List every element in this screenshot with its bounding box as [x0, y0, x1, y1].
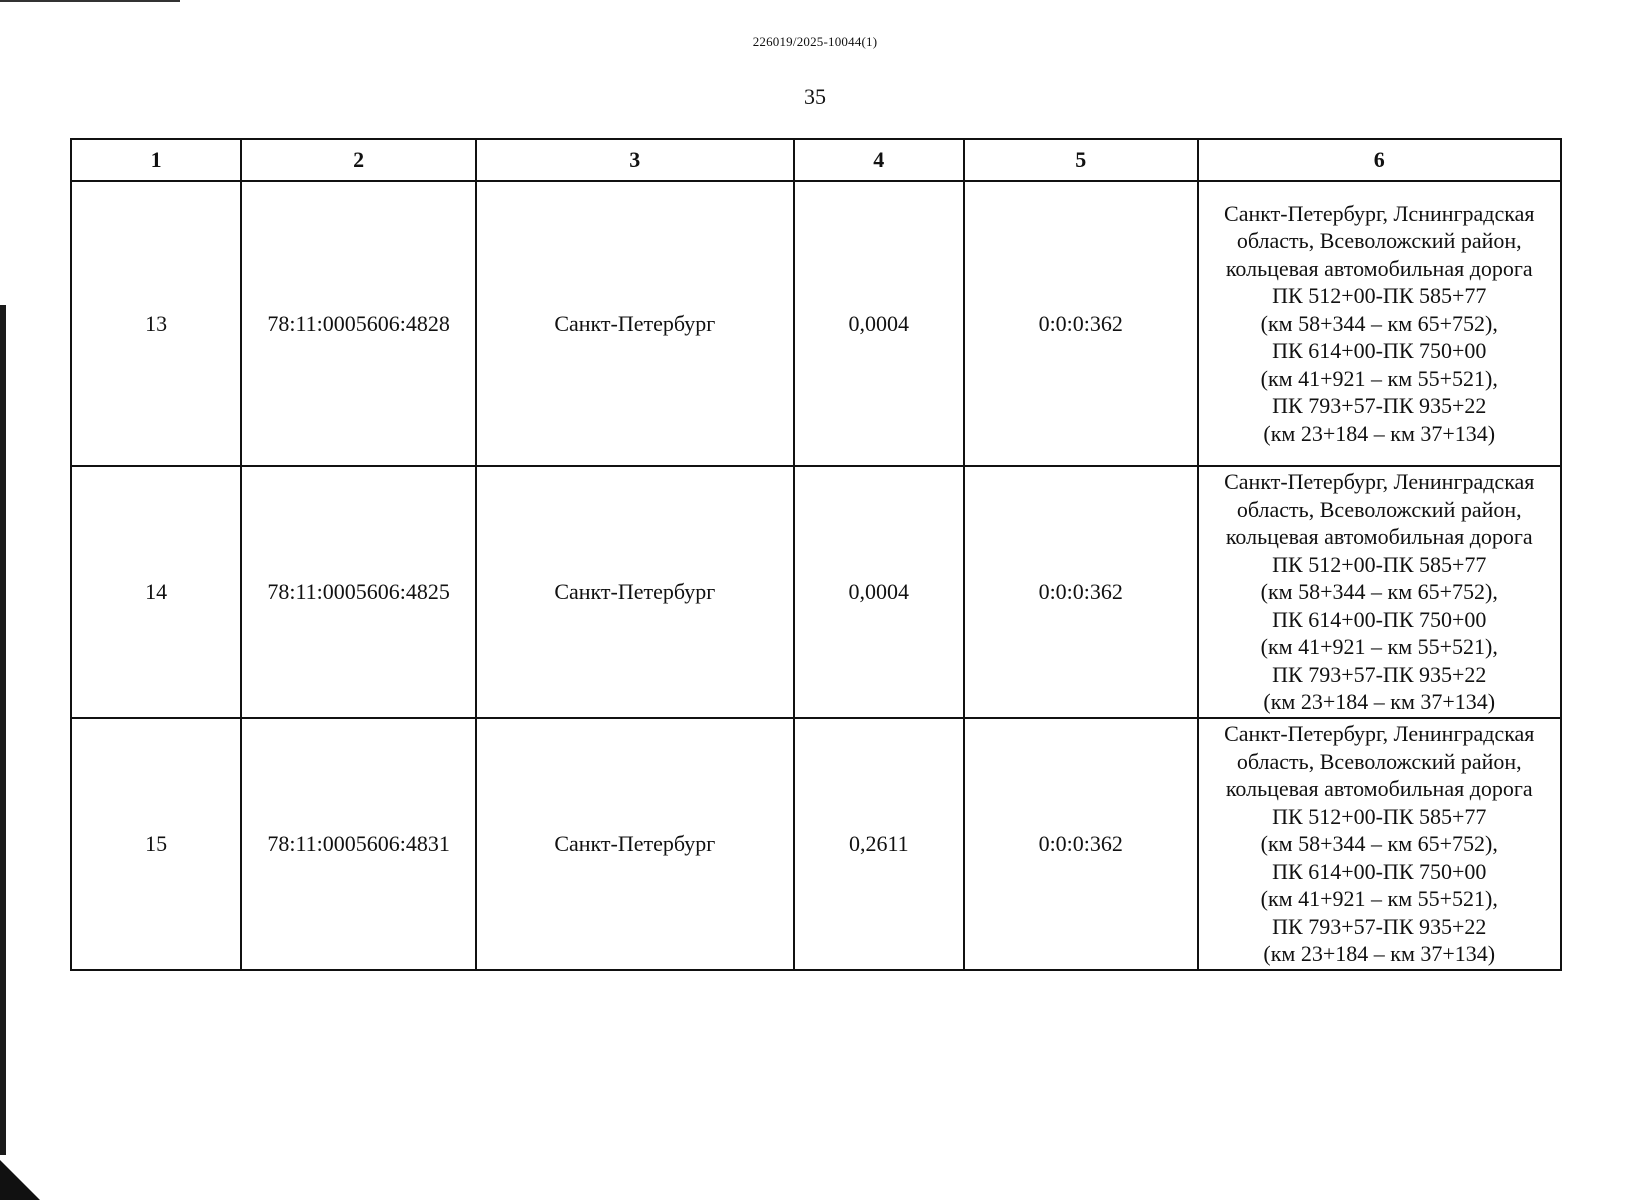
address-line: кольцевая автомобильная дорога [1225, 255, 1533, 281]
address-line: ПК 512+00-ПК 585+77 [1272, 283, 1487, 309]
address-line: (км 58+344 – км 65+752), [1260, 310, 1498, 336]
address-line: ПК 793+57-ПК 935+22 [1272, 661, 1487, 687]
address-line: ПК 614+00-ПК 750+00 [1272, 858, 1487, 884]
address-line: ПК 793+57-ПК 935+22 [1272, 913, 1487, 939]
cadastral-number-cell: 78:11:0005606:4831 [241, 718, 476, 970]
address-line: (км 58+344 – км 65+752), [1260, 579, 1498, 605]
address-line: Санкт-Петербург, Ленинградская [1224, 469, 1535, 495]
address-line: кольцевая автомобильная дорога [1225, 524, 1533, 550]
row-number-cell: 15 [71, 718, 241, 970]
address-line: ПК 512+00-ПК 585+77 [1272, 803, 1487, 829]
region-cell: Санкт-Петербург [476, 718, 794, 970]
land-plots-table [70, 138, 1562, 971]
column-header-6: 6 [1198, 139, 1561, 181]
cadastral-number-cell: 78:11:0005606:4828 [241, 181, 476, 466]
address-line: ПК 512+00-ПК 585+77 [1272, 551, 1487, 577]
address-line: (км 41+921 – км 55+521), [1260, 365, 1498, 391]
table-row [71, 718, 1561, 970]
address-line: (км 41+921 – км 55+521), [1260, 886, 1498, 912]
column-header-4: 4 [794, 139, 964, 181]
address-line: область, Всеволожский район, [1236, 228, 1522, 254]
column-header-1: 1 [71, 139, 241, 181]
scan-artifact-top [0, 0, 180, 2]
column-header-3: 3 [476, 139, 794, 181]
address-line: область, Всеволожский район, [1236, 496, 1522, 522]
code-cell: 0:0:0:362 [964, 718, 1198, 970]
row-number-cell: 14 [71, 466, 241, 718]
region-cell: Санкт-Петербург [476, 466, 794, 718]
column-header-5: 5 [964, 139, 1198, 181]
address-line: (км 23+184 – км 37+134) [1263, 689, 1496, 715]
address-cell [1198, 466, 1561, 718]
address-line: Санкт-Петербург, Лснинградская [1224, 200, 1535, 226]
address-line: ПК 614+00-ПК 750+00 [1272, 606, 1487, 632]
address-line: кольцевая автомобильная дорога [1225, 776, 1533, 802]
address-line: (км 58+344 – км 65+752), [1260, 831, 1498, 857]
table-row [71, 181, 1561, 466]
scan-artifact-corner [0, 1160, 40, 1200]
code-cell: 0:0:0:362 [964, 466, 1198, 718]
page-number: 35 [804, 84, 826, 109]
address-line: ПК 793+57-ПК 935+22 [1272, 393, 1487, 419]
column-header-2: 2 [241, 139, 476, 181]
address-line: (км 23+184 – км 37+134) [1263, 420, 1496, 446]
table-header-row [71, 139, 1561, 181]
table-row [71, 466, 1561, 718]
scan-artifact-left-edge [0, 305, 6, 1155]
code-cell: 0:0:0:362 [964, 181, 1198, 466]
address-line: (км 23+184 – км 37+134) [1263, 941, 1496, 967]
address-line: Санкт-Петербург, Ленинградская [1224, 721, 1535, 747]
region-cell: Санкт-Петербург [476, 181, 794, 466]
address-cell [1198, 181, 1561, 466]
row-number-cell: 13 [71, 181, 241, 466]
address-line: ПК 614+00-ПК 750+00 [1272, 338, 1487, 364]
cadastral-number-cell: 78:11:0005606:4825 [241, 466, 476, 718]
address-line: область, Всеволожский район, [1236, 748, 1522, 774]
area-cell: 0,0004 [794, 181, 964, 466]
address-cell [1198, 718, 1561, 970]
document-reference-number: 226019/2025-10044(1) [752, 34, 878, 49]
area-cell: 0,0004 [794, 466, 964, 718]
address-line: (км 41+921 – км 55+521), [1260, 634, 1498, 660]
area-cell: 0,2611 [794, 718, 964, 970]
